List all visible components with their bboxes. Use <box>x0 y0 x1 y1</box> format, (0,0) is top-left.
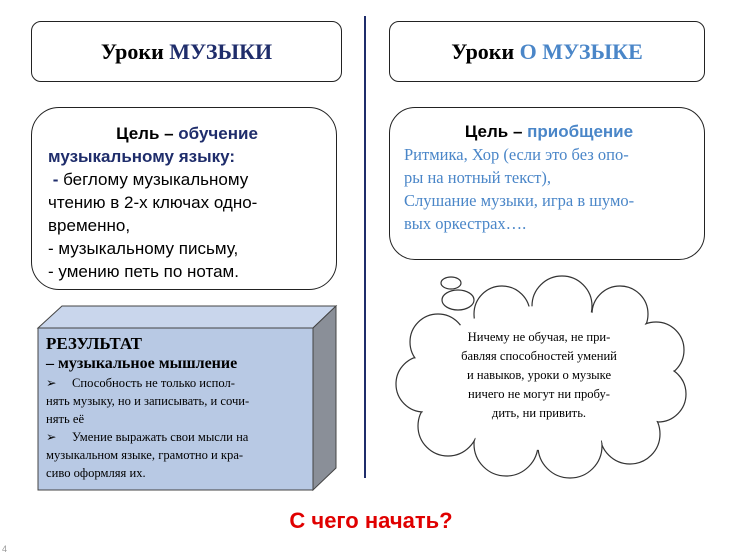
right-goal-box <box>389 107 705 260</box>
cube-side-face <box>313 306 336 490</box>
cloud-tail-medium <box>442 290 474 310</box>
result-bullet <box>46 374 307 392</box>
right-title-prefix: Уроки <box>451 38 520 64</box>
right-goal-line: Слушание музыки, игра в шумо- <box>404 191 635 210</box>
result-text-block <box>38 328 313 490</box>
result-bullet <box>46 428 307 446</box>
result-bullet-line: сиво оформляя их. <box>46 466 146 480</box>
result-bullet-line: нять музыку, но и записывать, и сочи- <box>46 394 250 408</box>
left-title-box <box>31 21 342 82</box>
right-goal-line: Ритмика, Хор (если это без опо- <box>404 145 629 164</box>
cloud-note-line: ничего не могут ни пробу- <box>468 387 610 401</box>
result-bullet-line: Умение выражать свои мысли на <box>72 430 249 444</box>
left-title-prefix: Уроки <box>100 38 170 64</box>
cube-top-face <box>38 306 336 328</box>
left-goal-target: обучение <box>178 124 258 143</box>
result-bullet-line: нять её <box>46 412 85 426</box>
result-bullet-line: Способность не только испол- <box>72 376 235 390</box>
cloud-note-line: Ничему не обучая, не при- <box>467 330 611 344</box>
cloud-tail-small <box>441 277 461 289</box>
right-goal-line: ры на нотный текст), <box>404 168 551 187</box>
left-goal-heading <box>48 122 326 145</box>
right-title-box <box>389 21 705 82</box>
left-goal-item: временно, <box>48 216 131 235</box>
right-goal-label: Цель – <box>464 122 528 141</box>
call-to-action-heading: С чего начать? <box>289 508 453 533</box>
left-goal-item-text: беглому музыкальному <box>63 170 249 189</box>
left-title-highlight: МУЗЫКИ <box>169 38 273 64</box>
page-number: 4 <box>2 544 8 554</box>
left-goal-item <box>48 168 326 191</box>
left-goal-item: чтению в 2-х ключах одно- <box>48 193 258 212</box>
left-goal-item: - музыкальному письму, <box>48 239 239 258</box>
result-subheading: – музыкальное мышление <box>46 355 238 372</box>
left-goal-dash: - <box>48 170 64 189</box>
result-bullet-line: музыкальном языке, грамотно и кра- <box>46 448 244 462</box>
cloud-note-text <box>427 328 651 423</box>
right-title-highlight: О МУЗЫКЕ <box>519 38 643 64</box>
right-goal-heading <box>404 120 694 143</box>
result-heading: РЕЗУЛЬТАТ <box>46 334 142 353</box>
left-goal-item: - умению петь по нотам. <box>48 262 239 281</box>
left-goal-label: Цель – <box>116 124 179 143</box>
left-goal-target-line2: музыкальному языку: <box>48 147 236 166</box>
left-goal-box <box>31 107 337 290</box>
right-goal-line: вых оркестрах…. <box>404 214 527 233</box>
cloud-note-line: дить, ни привить. <box>491 406 587 420</box>
cloud-note-line: бавляя способностей умений <box>461 349 617 363</box>
arrow-bullet-icon: ➢ <box>46 376 57 390</box>
cloud-note-line: и навыков, уроки о музыке <box>466 368 612 382</box>
right-goal-target: приобщение <box>527 122 634 141</box>
vertical-divider <box>364 16 366 478</box>
arrow-bullet-icon: ➢ <box>46 430 57 444</box>
